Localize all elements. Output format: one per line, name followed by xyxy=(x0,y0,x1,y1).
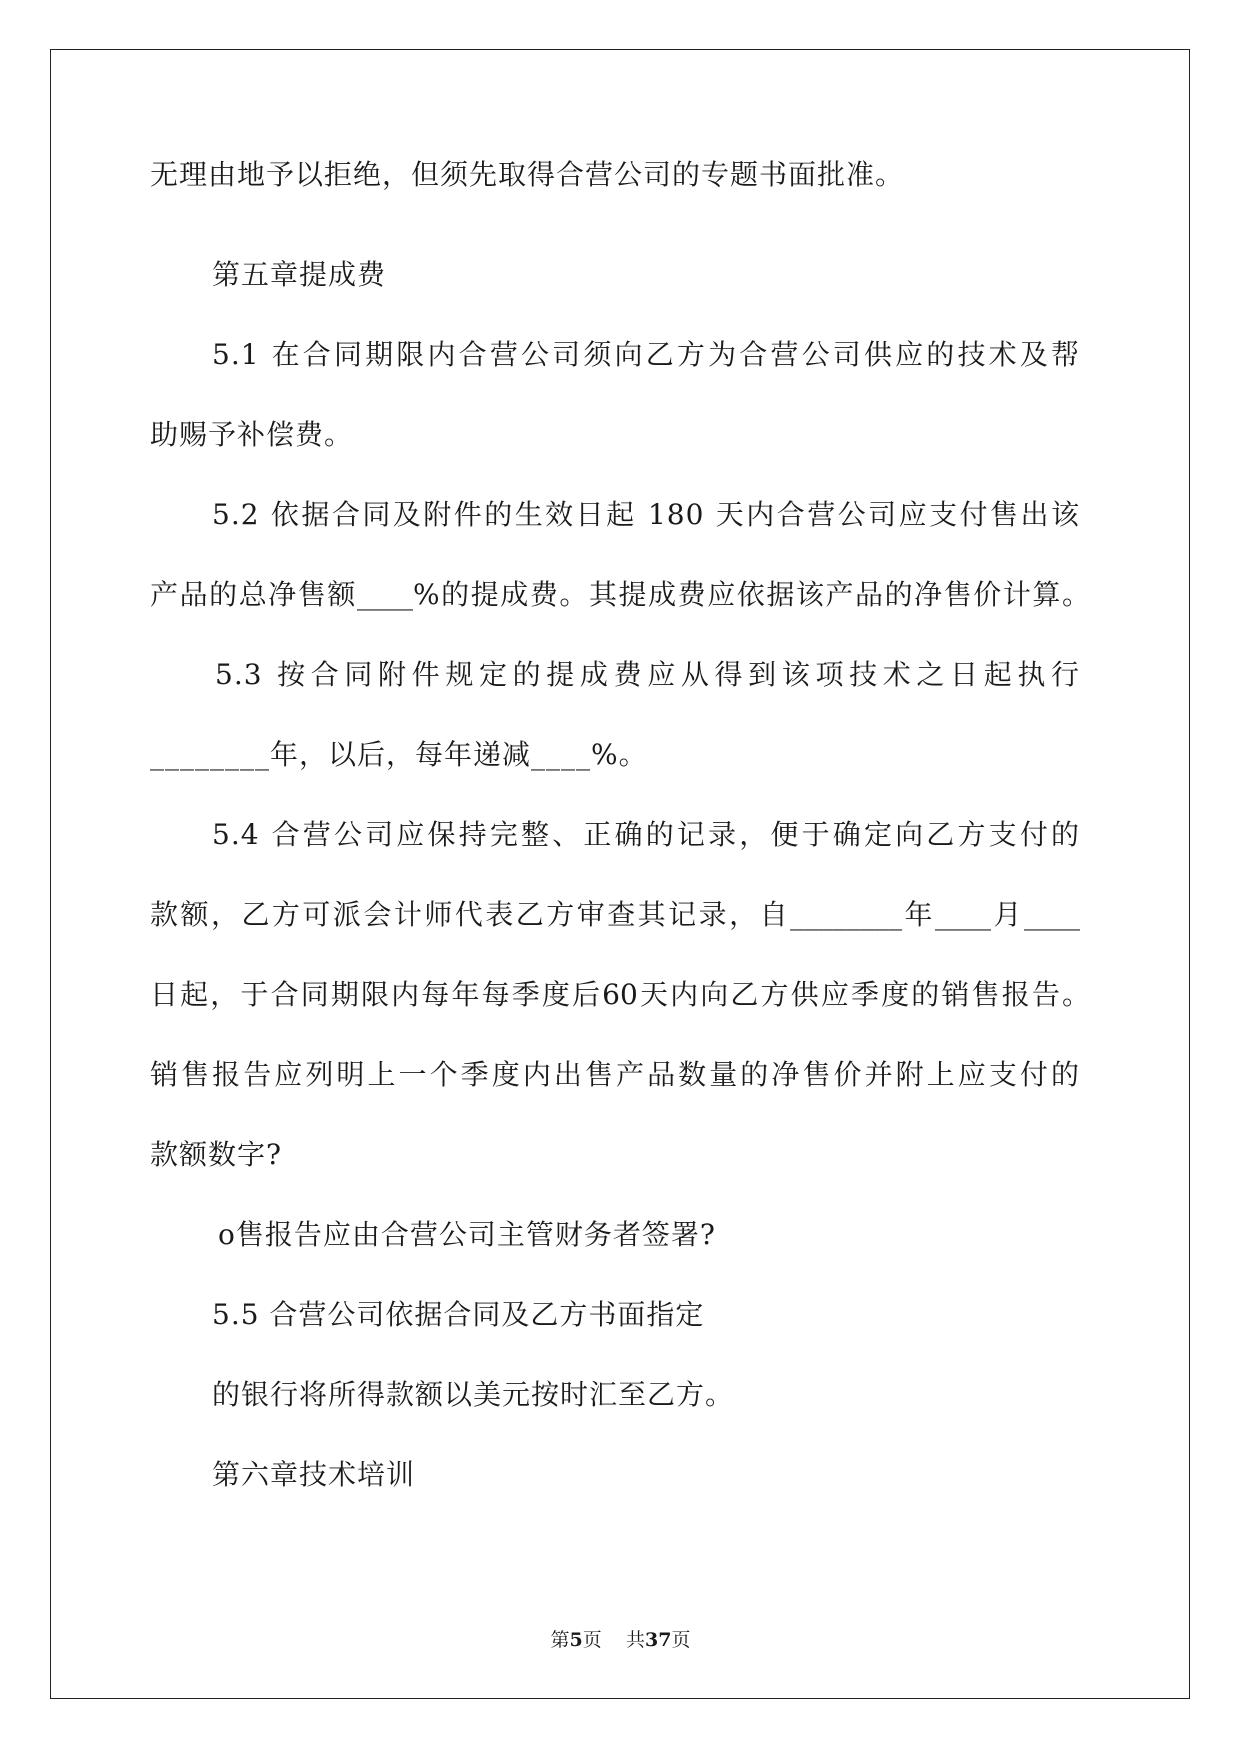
page-footer xyxy=(0,1628,1241,1652)
page-label-prefix: 第 xyxy=(550,1629,570,1651)
page-number: 5 xyxy=(569,1629,583,1651)
total-label-suffix: 页 xyxy=(671,1629,691,1651)
clause-5-4-line-3: 日起，于合同期限内每年每季度后60天内向乙方供应季度的销售报告。 xyxy=(150,978,1090,1011)
clause-5-4-line-5: 款额数字? xyxy=(150,1138,283,1171)
chapter-six-heading: 第六章技术培训 xyxy=(212,1458,416,1491)
clause-5-5-line-2: 的银行将所得款额以美元按时汇至乙方。 xyxy=(212,1378,735,1411)
clause-5-1-line-2: 助赐予补偿费。 xyxy=(150,418,354,451)
clause-5-4-line-2: 款额，乙方可派会计师代表乙方审查其记录，自________年____月____ xyxy=(150,898,1080,931)
total-label-prefix: 共 xyxy=(625,1629,645,1651)
paragraph-line-1: 无理由地予以拒绝，但须先取得合营公司的专题书面批准。 xyxy=(150,158,905,191)
page-border xyxy=(50,49,1190,1699)
clause-5-1-line-1: 5.1 在合同期限内合营公司须向乙方为合营公司供应的技术及帮 xyxy=(212,338,1080,371)
clause-5-4-line-4: 销售报告应列明上一个季度内出售产品数量的净售价并附上应支付的 xyxy=(150,1058,1080,1091)
sales-report-signature-line: o售报告应由合营公司主管财务者签署? xyxy=(218,1218,716,1251)
clause-5-3-line-1: 5.3 按合同附件规定的提成费应从得到该项技术之日起执行 xyxy=(215,658,1080,691)
chapter-five-heading: 第五章提成费 xyxy=(212,258,387,291)
clause-5-4-line-1: 5.4 合营公司应保持完整、正确的记录，便于确定向乙方支付的 xyxy=(212,818,1080,851)
page-label-suffix: 页 xyxy=(582,1629,602,1651)
clause-5-3-line-2: ________年，以后，每年递减____%。 xyxy=(150,738,648,771)
total-pages: 37 xyxy=(644,1629,672,1651)
clause-5-2-line-1: 5.2 依据合同及附件的生效日起 180 天内合营公司应支付售出该 xyxy=(212,498,1080,531)
clause-5-2-line-2: 产品的总净售额____%的提成费。其提成费应依据该产品的净售价计算。 xyxy=(150,578,1090,611)
clause-5-5-line-1: 5.5 合营公司依据合同及乙方书面指定 xyxy=(212,1298,705,1331)
